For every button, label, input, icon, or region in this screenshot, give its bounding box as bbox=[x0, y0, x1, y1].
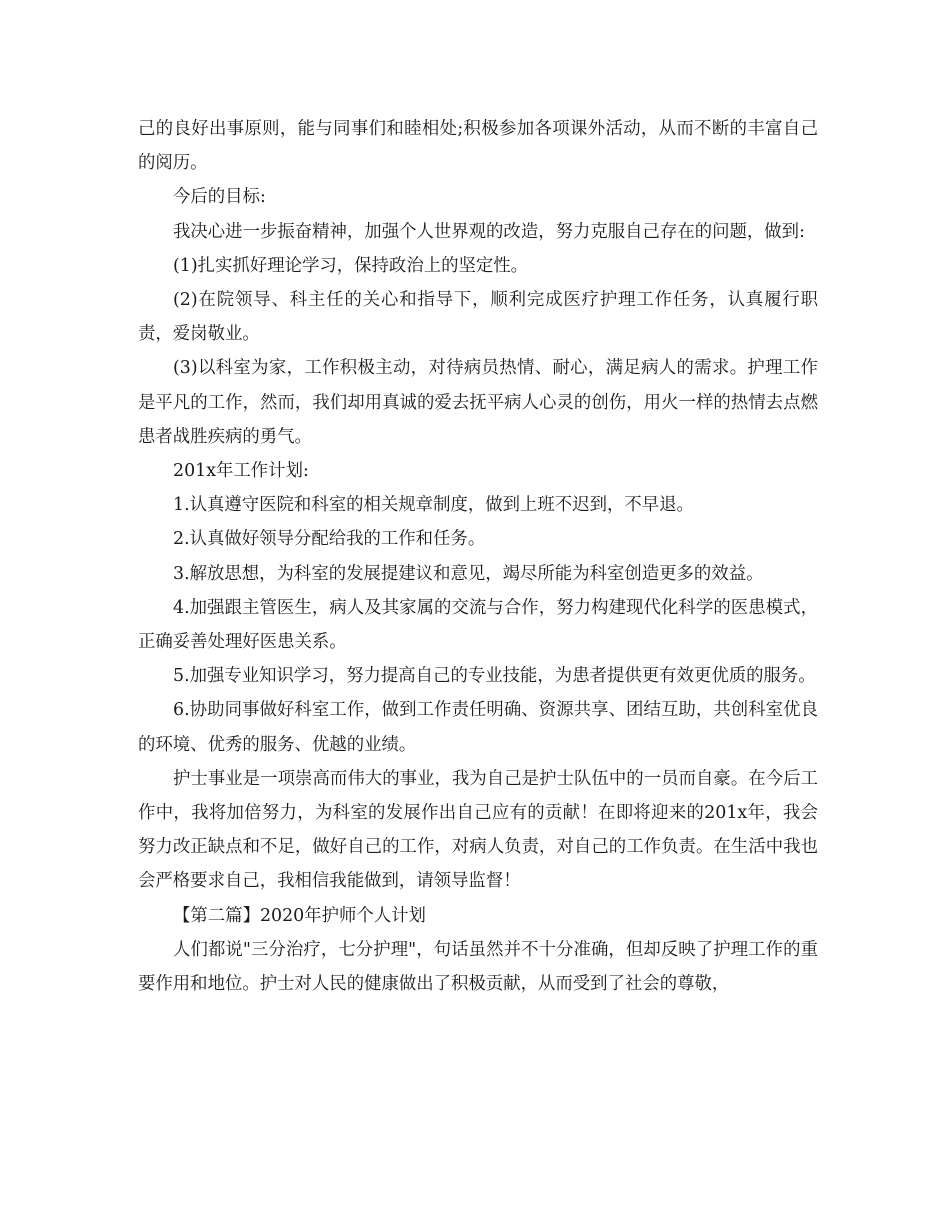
list-item: (3)以科室为家，工作积极主动，对待病员热情、耐心，满足病人的需求。护理工作是平凡的工作，然而，我们却用真诚的爱去抚平病人心灵的创伤，用火一样的热情去点燃患者战胜疾病的勇气。 bbox=[138, 358, 818, 447]
list-item: (1)扎实抓好理论学习，保持政治上的坚定性。 bbox=[173, 255, 529, 276]
paragraph: 己的良好出事原则，能与同事们和睦相处;积极参加各项课外活动，从而不断的丰富自己的阅历。 bbox=[138, 119, 818, 174]
section-heading: 【第二篇】2020年护师个人计划 bbox=[173, 905, 426, 926]
list-item: 3.解放思想，为科室的发展提建议和意见，竭尽所能为科室创造更多的效益。 bbox=[173, 563, 764, 584]
list-item: (2)在院领导、科主任的关心和指导下，顺利完成医疗护理工作任务，认真履行职责，爱岗敬业。 bbox=[138, 290, 818, 345]
list-item: 1.认真遵守医院和科室的相关规章制度，做到上班不迟到，不早退。 bbox=[173, 495, 694, 516]
section-heading: 今后的目标: bbox=[173, 187, 266, 208]
list-item: 5.加强专业知识学习，努力提高自己的专业技能，为患者提供更有效更优质的服务。 bbox=[173, 666, 816, 687]
list-item: 2.认真做好领导分配给我的工作和任务。 bbox=[173, 529, 486, 550]
paragraph: 护士事业是一项崇高而伟大的事业，我为自己是护士队伍中的一员而自豪。在今后工作中，我将加倍努力，为科室的发展作出自己应有的贡献！在即将迎来的201x年，我会努力改正缺点和不足，做好自己的工作，对病人负责，对自己的工作负责。在生活中我也会严格要求自己，我相信我能做到，请领导监督！ bbox=[138, 768, 818, 892]
list-item: 4.加强跟主管医生，病人及其家属的交流与合作，努力构建现代化科学的医患模式，正确妥善处理好医患关系。 bbox=[138, 597, 818, 653]
document-body bbox=[138, 112, 818, 1001]
list-item: 6.协助同事做好科室工作，做到工作责任明确、资源共享、团结互助，共创科室优良的环境、优秀的服务、优越的业绩。 bbox=[138, 700, 818, 755]
paragraph: 我决心进一步振奋精神，加强个人世界观的改造，努力克服自己存在的问题，做到: bbox=[173, 221, 805, 242]
section-heading: 201x年工作计划: bbox=[173, 461, 309, 482]
paragraph: 人们都说"三分治疗，七分护理"，句话虽然并不十分准确，但却反映了护理工作的重要作用和地位。护士对人民的健康做出了积极贡献，从而受到了社会的尊敬， bbox=[138, 939, 818, 995]
